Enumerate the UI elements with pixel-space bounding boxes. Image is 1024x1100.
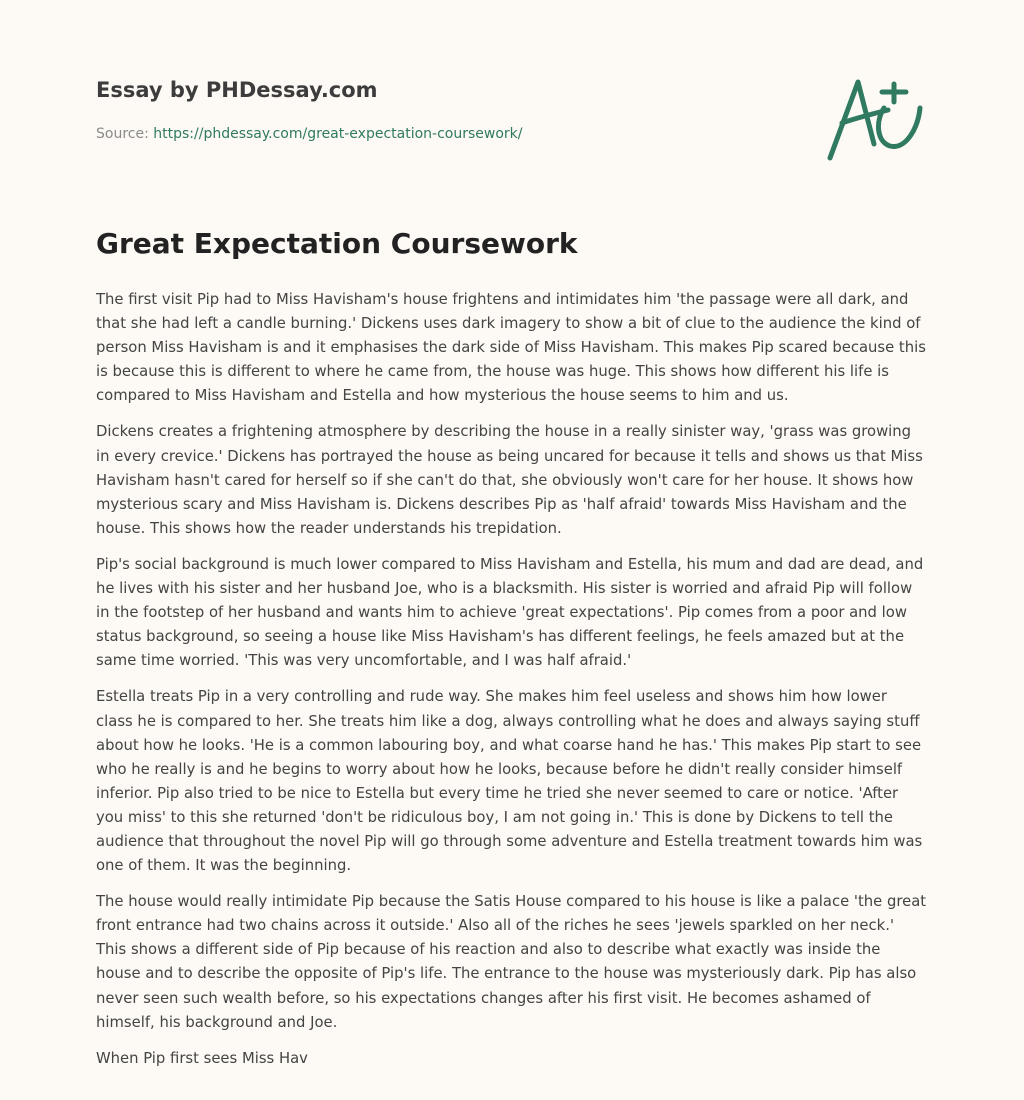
essay-content (96, 222, 928, 1083)
essay-paragraph: Dickens creates a frightening atmosphere by describing the house in a really sinister way, 'grass was growing in every crevice.' Dickens has portrayed the house as being uncared for because it tells and shows us that Miss Havisham hasn't cared for herself so if she can't do that, she obviously won't care for her house. It shows how mysterious scary and Miss Havisham is. Dickens describes Pip as 'half afraid' towards Miss Havisham and the house. This shows how the reader understands his trepidation. (96, 423, 923, 537)
essay-paragraph: Pip's social background is much lower compared to Miss Havisham and Estella, his mum and dad are dead, and he lives with his sister and her husband Joe, who is a blacksmith. His sister is worried and afraid Pip will follow in the footstep of her husband and wants him to achieve 'great expectations'. Pip comes from a poor and low status background, so seeing a house like Miss Havisham's has different feelings, he feels amazed but at the same time worried. 'This was very uncomfortable, and I was half afraid.' (96, 555, 924, 670)
a-plus-logo-icon (822, 66, 932, 166)
essay-paragraph: The house would really intimidate Pip because the Satis House compared to his house is like a palace 'the great front entrance had two chains across it outside.' Also all of the riches he sees 'jewels sparkled on her neck.' This shows a different side of Pip because of his reaction and also to describe what exactly was inside the house and to describe the opposite of Pip's life. The entrance to the house was mysteriously dark. Pip has also never seen such wealth before, so his expectations changes after his first visit. He becomes ashamed of himself, his background and Joe. (96, 893, 927, 1031)
essay-paragraph: Estella treats Pip in a very controlling and rude way. She makes him feel useless and shows him how lower class he is compared to her. She treats him like a dog, always controlling what he does and always saying stuff about how he looks. 'He is a common labouring boy, and what coarse hand he has.' This makes Pip start to see who he really is and he begins to worry about how he looks, because before he didn't really consider himself inferior. Pip also tried to be nice to Estella but every time he tried she never seemed to care or notice. 'After you miss' to this she returned 'don't be ridiculous boy, I am not going in.' This is done by Dickens to tell the audience that throughout the novel Pip will go through some adventure and Estella treatment towards him was one of them. It was the beginning. (96, 688, 923, 875)
essay-paragraph: When Pip first sees Miss Hav (96, 1049, 308, 1067)
essay-header (96, 74, 936, 144)
essay-paragraph: The first visit Pip had to Miss Havisham's house frightens and intimidates him 'the passage were all dark, and that she had left a candle burning.' Dickens uses dark imagery to show a bit of clue to the audience the kind of person Miss Havisham is and it emphasises the dark side of Miss Havisham. This makes Pip scared because this is because this is different to where he came from, the house was huge. This shows how different his life is compared to Miss Havisham and Estella and how mysterious the house seems to him and us. (96, 291, 926, 405)
source-line (96, 124, 936, 144)
essay-title: Great Expectation Coursework (96, 227, 578, 260)
source-link[interactable]: https://phdessay.com/great-expectation-coursework/ (153, 126, 523, 142)
brand-title: Essay by PHDessay.com (96, 78, 378, 102)
source-label: Source: (96, 126, 149, 142)
